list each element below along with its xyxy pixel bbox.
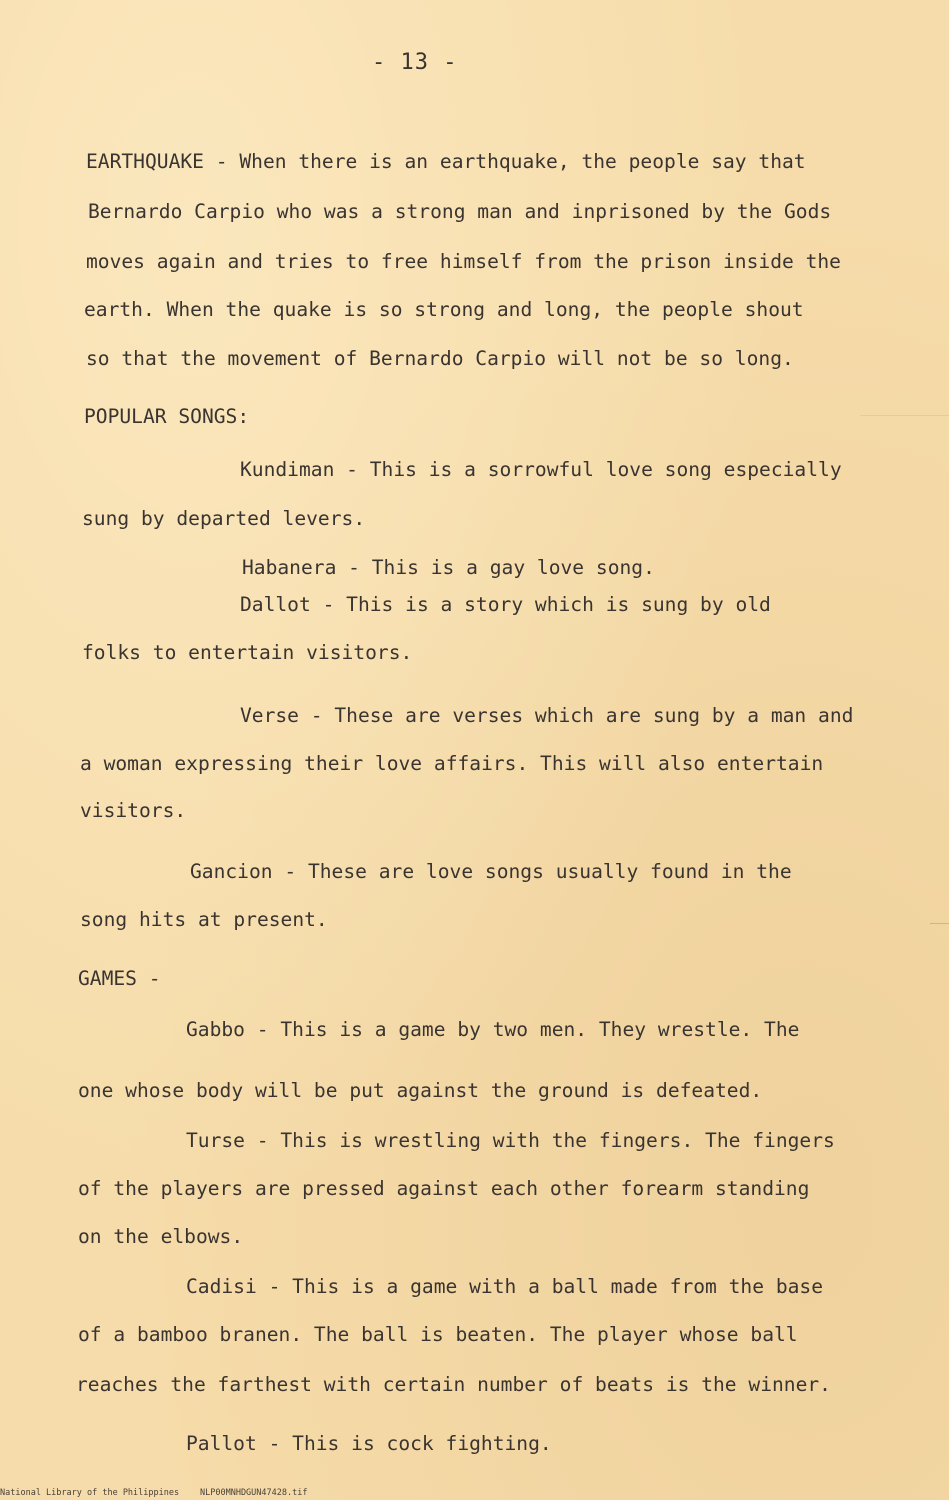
text-line: Verse - These are verses which are sung by a man and [240,704,854,727]
text-line: Gancion - These are love songs usually found in the [190,860,792,883]
section-heading: GAMES - [78,967,161,990]
section-heading: POPULAR SONGS: [84,405,250,428]
text-line: one whose body will be put against the ground is defeated. [78,1079,763,1102]
text-line: Dallot - This is a story which is sung by old [240,593,771,616]
text-line: Cadisi - This is a game with a ball made from the base [186,1275,824,1298]
text-line: Habanera - This is a gay love song. [242,556,655,579]
text-line: a woman expressing their love affairs. This will also entertain [80,752,824,775]
text-line: of a bamboo branen. The ball is beaten. The player whose ball [78,1323,798,1346]
footer-source: National Library of the Philippines [0,1488,180,1498]
text-line: reaches the farthest with certain number of beats is the winner. [76,1373,831,1396]
text-line: Turse - This is wrestling with the fingers. The fingers [186,1129,835,1152]
text-line: on the elbows. [78,1225,244,1248]
text-line: sung by departed levers. [82,507,366,530]
text-line: of the players are pressed against each other forearm standing [78,1177,810,1200]
text-line: earth. When the quake is so strong and long, the people shout [84,298,804,321]
text-line: Pallot - This is cock fighting. [186,1432,552,1455]
paper-edge-mark [860,415,949,416]
paper-edge-mark [930,923,949,924]
text-line: EARTHQUAKE - When there is an earthquake, the people say that [86,150,806,173]
text-line: visitors. [80,799,187,822]
page-number: - 13 - [372,50,458,75]
footer-file: NLP00MNHDGUN47428.tif [200,1488,308,1498]
text-line: Bernardo Carpio who was a strong man and inprisoned by the Gods [88,200,832,223]
text-line: song hits at present. [80,908,328,931]
text-line: Kundiman - This is a sorrowful love song especially [240,458,842,481]
text-line: folks to entertain visitors. [82,641,413,664]
text-line: Gabbo - This is a game by two men. They wrestle. The [186,1018,800,1041]
text-line: so that the movement of Bernardo Carpio will not be so long. [86,347,794,370]
text-line: moves again and tries to free himself from the prison inside the [86,250,841,273]
